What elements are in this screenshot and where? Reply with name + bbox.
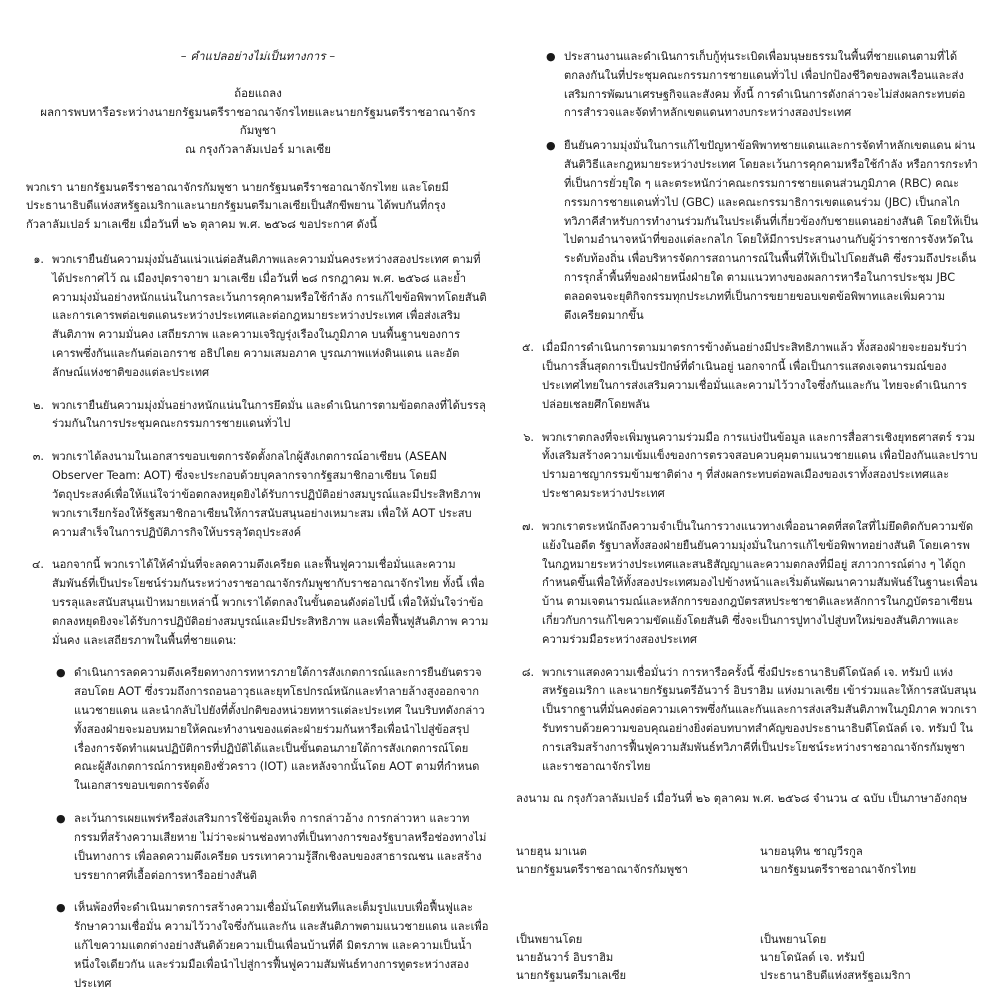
- list-item: [26, 397, 490, 435]
- list-item-text: พวกเราแสดงความเชื่อมั่นว่า การหารือครั้งนี้ ซึ่งมีประธานาธิบดีโดนัลด์ เจ. ทรัมป์ แห่งสหรัฐอเมริกา และนายกรัฐมนตรีอันวาร์ อิบราฮิม แห่งมาเลเซีย เข้าร่วมและให้การสนับสนุน เป็นรากฐานที่มั่นคงต่อความเคารพซึ่งกันและกันและการส่งเสริมสันติภาพในภูมิภาค พวกเรารับทราบด้วยความขอบคุณอย่างยิ่งต่อบทบาทสำคัญของประธานาธิบดีโดนัลด์ เจ. ทรัมป์ ในการเสริมสร้างการฟื้นฟูความสัมพันธ์ทวิภาคีที่เป็นประโยชน์ระหว่างราชอาณาจักรกัมพูชาและราชอาณาจักรไทย: [542, 665, 977, 773]
- bullet-dot-icon: ●: [56, 901, 66, 915]
- list-item: [56, 899, 490, 993]
- list-marker: ๖.: [523, 430, 534, 444]
- witness-malaysia: [516, 931, 736, 985]
- list-marker: ๒.: [33, 398, 44, 412]
- signatory-role: นายกรัฐมนตรีราชอาณาจักรกัมพูชา: [516, 863, 689, 877]
- page-title: ถ้อยแถลง: [234, 86, 282, 100]
- list-item-text: นอกจากนี้ พวกเราได้ให้คำมั่นที่จะลดความตึงเครียด และฟื้นฟูความเชื่อมั่นและความสัมพันธ์ที่เป็นประโยชน์ร่วมกันระหว่างราชอาณาจักรกัมพูชากับราชอาณาจักรไทย ทั้งนี้ เพื่อบรรลุและสนับสนุนเป้าหมายเหล่านี้ พวกเราได้ตกลงในขั้นตอนดังต่อไปนี้ เพื่อให้มั่นใจว่าข้อตกลงหยุดยิงจะได้รับการปฏิบัติอย่างสมบูรณ์และมีประสิทธิภาพ และเพื่อฟื้นฟูสันติภาพ ความมั่นคง และเสถียรภาพในพื้นที่ชายแดน:: [52, 558, 489, 647]
- signatory-name: นายอนุทิน ชาญวีรกูล: [760, 845, 863, 859]
- intro-paragraph: พวกเรา นายกรัฐมนตรีราชอาณาจักรกัมพูชา นายกรัฐมนตรีราชอาณาจักรไทย และโดยมีประธานาธิบดีแห่งสหรัฐอเมริกาและนายกรัฐมนตรีมาเลเซียเป็นสักขีพยาน ได้พบกันที่กรุงกัวลาลัมเปอร์ มาเลเซีย เมื่อวันที่ ๒๖ ตุลาคม พ.ศ. ๒๕๖๘ ขอประกาศ ดังนี้: [26, 180, 449, 232]
- witness-label: เป็นพยานโดย: [516, 933, 583, 947]
- witness-role: นายกรัฐมนตรีมาเลเซีย: [516, 968, 627, 982]
- list-item-text: พวกเราตระหนักถึงความจำเป็นในการวางแนวทางเพื่ออนาคตที่สดใสที่ไม่ยึดติดกับความขัดแย้งในอดีต รัฐบาลทั้งสองฝ่ายยืนยันความมุ่งมั่นในการแก้ไขข้อพิพาทอย่างสันติ โดยเคารพในกฎหมายระหว่างประเทศและสนธิสัญญาและความตกลงที่มีอยู่ สภาวการณ์ต่าง ๆ ได้ถูกกำหนดขึ้นเพื่อให้ทั้งสองประเทศมองไปข้างหน้าและเริ่มต้นพัฒนาความสัมพันธ์ในฐานะเพื่อนบ้าน ตามเจตนารมณ์และหลักการของกฎบัตรสหประชาชาติและหลักการในกฎบัตรอาเซียนเกี่ยวกับการแก้ไขความขัดแย้งโดยสันติ ซึ่งจะเป็นการปูทางไปสู่บทใหม่ของสันติภาพและความร่วมมือระหว่างสองประเทศ: [542, 519, 978, 646]
- list-item: [516, 339, 980, 414]
- list-marker: ๔.: [31, 558, 44, 572]
- list-item: [516, 664, 980, 777]
- list-marker: ๑.: [33, 252, 44, 266]
- list-marker: ๓.: [32, 450, 44, 464]
- list-item-text: พวกเรายืนยันความมุ่งมั่นอันแน่วแน่ต่อสันติภาพและความมั่นคงระหว่างสองประเทศ ตามที่ได้ประกาศไว้ ณ เมืองปุตราจายา มาเลเซีย เมื่อวันที่ ๒๘ กรกฎาคม พ.ศ. ๒๕๖๘ และย้ำความมุ่งมั่นอย่างหนักแน่นในการละเว้นการคุกคามหรือใช้กำลัง การแก้ไขข้อพิพาทโดยสันติ และการเคารพต่อเขตแดนระหว่างประเทศและต่อกฎหมายระหว่างประเทศ เพื่อส่งเสริมสันติภาพ ความมั่นคง เสถียรภาพ และความเจริญรุ่งเรืองในภูมิภาค บนพื้นฐานของการเคารพซึ่งกันและกันต่อเอกราช อธิปไตย ความเสมอภาค บูรณภาพแห่งดินแดน และอัตลักษณ์แห่งชาติของแต่ละประเทศ: [52, 252, 487, 379]
- bullet-item-text: ดำเนินการลดความตึงเครียดทางการทหารภายใต้การสังเกตการณ์และการยืนยันตรวจสอบโดย AOT ซึ่งรวมถึงการถอนอาวุธและยุทโธปกรณ์หนักและทำลายล้างสูงออกจากแนวชายแดน และนำกลับไปยังที่ตั้งปกติของหน่วยทหารแต่ละประเทศ ในบริบทดังกล่าว ทั้งสองฝ่ายจะมอบหมายให้คณะทำงานของแต่ละฝ่ายร่วมกันหารือเพื่อนำไปสู่ข้อสรุปเรื่องการจัดทำแผนปฏิบัติการที่ปฏิบัติได้และเป็นขั้นตอนภายใต้การสังเกตการณ์โดยคณะผู้สังเกตการณ์การหยุดยิงชั่วคราว (IOT) และหลังจากนั้นโดย AOT ตามที่กำหนดในเอกสารขอบเขตการจัดตั้ง: [74, 666, 485, 793]
- list-item: [56, 810, 490, 885]
- list-item: [516, 429, 980, 504]
- left-bullet-list: [26, 664, 490, 993]
- right-bullet-list: [516, 48, 980, 325]
- bullet-item-text: เห็นพ้องที่จะดำเนินมาตรการสร้างความเชื่อมั่นโดยทันทีและเต็มรูปแบบเพื่อฟื้นฟูและรักษาความเชื่อมั่น ความไว้วางใจซึ่งกันและกัน และสันติภาพตามแนวชายแดน และเพื่อแก้ไขความแตกต่างอย่างสันติด้วยความเป็นเพื่อนบ้านที่ดี มิตรภาพ และความเป็นน้ำหนึ่งใจเดียวกัน และร่วมมือเพื่อนำไปสู่การฟื้นฟูความสัมพันธ์ทางการทูตระหว่างสองประเทศ: [74, 901, 489, 990]
- bullet-dot-icon: ●: [546, 139, 556, 153]
- signatory-name: นายฮุน มาเนต: [516, 845, 587, 859]
- list-item-text: พวกเราได้ลงนามในเอกสารขอบเขตการจัดตั้งกลไกผู้สังเกตการณ์อาเซียน (ASEAN Observer Team: AOT) ซึ่งจะประกอบด้วยบุคลากรจากรัฐสมาชิกอาเซียน โดยมีวัตถุประสงค์เพื่อให้แน่ใจว่าข้อตกลงหยุดยิงได้รับการปฏิบัติอย่างสมบูรณ์และมีประสิทธิภาพ พวกเราเรียกร้องให้รัฐสมาชิกอาเซียนให้การสนับสนุนอย่างเหมาะสม เพื่อให้ AOT ประสบความสำเร็จในการปฏิบัติภารกิจให้บรรลุวัตถุประสงค์: [52, 450, 481, 539]
- list-item-text: เมื่อมีการดำเนินการตามมาตรการข้างต้นอย่างมีประสิทธิภาพแล้ว ทั้งสองฝ่ายจะยอมรับว่าเป็นการสิ้นสุดการเป็นปรปักษ์ที่ดำเนินอยู่ นอกจากนี้ เพื่อเป็นการแสดงเจตนารมณ์ของประเทศไทยในการส่งเสริมความเชื่อมั่นและความไว้วางใจซึ่งกันและกัน ไทยจะดำเนินการปล่อยเชลยศึกโดยพลัน: [542, 341, 967, 411]
- signatory-row: [516, 843, 980, 879]
- bullet-dot-icon: ●: [546, 50, 556, 63]
- witness-role: ประธานาธิบดีแห่งสหรัฐอเมริกา: [760, 968, 911, 982]
- signature-block: [516, 843, 980, 985]
- document-title-block: [26, 84, 490, 159]
- bullet-dot-icon: ●: [56, 812, 66, 826]
- list-item: [26, 448, 490, 542]
- bullet-item-text: ยืนยันความมุ่งมั่นในการแก้ไขปัญหาข้อพิพาทชายแดนและการจัดทำหลักเขตแดน ผ่านสันติวิธีและกฎหมายระหว่างประเทศ โดยละเว้นการคุกคามหรือใช้กำลัง หรือการกระทำที่เป็นการยั่วยุใด ๆ และตระหนักว่าคณะกรรมการชายแดนส่วนภูมิภาค (RBC) คณะกรรมการชายแดนทั่วไป (GBC) และคณะกรรมาธิการเขตแดนร่วม (JBC) เป็นกลไกทวิภาคีสำหรับการทำงานร่วมกันในประเด็นที่เกี่ยวข้องกับชายแดนอย่างสันติ โดยให้เป็นไปตามอำนาจหน้าที่ของแต่ละกลไก โดยให้มีการประสานงานกับผู้ว่าราชการจังหวัดในระดับท้องถิ่น เพื่อบริหารจัดการสถานการณ์ในพื้นที่ให้เป็นไปโดยสันติ ซึ่งรวมถึงประเด็นการรุกล้ำพื้นที่ของฝ่ายหนึ่งฝ่ายใด ตามแนวทางของผลการหารือในการประชุม JBC ตลอดจนจะยุติกิจกรรมทุกประเภทที่เป็นการขยายขอบเขตข้อพิพาทและเพิ่มความตึงเครียดมากขึ้น: [564, 139, 979, 322]
- list-item-text: พวกเราตกลงที่จะเพิ่มพูนความร่วมมือ การแบ่งปันข้อมูล และการสื่อสารเชิงยุทธศาสตร์ รวมทั้งเสริมสร้างความเข้มแข็งของการตรวจสอบควบคุมตามแนวชายแดน เพื่อป้องกันและปราบปรามอาชญากรรมข้ามชาติต่าง ๆ ที่ส่งผลกระทบต่อพลเมืองของเราทั้งสองประเทศและประชาคมระหว่างประเทศ: [542, 430, 978, 501]
- left-column: [26, 48, 490, 990]
- translation-disclaimer: – คำแปลอย่างไม่เป็นทางการ –: [180, 49, 336, 63]
- list-item: [56, 664, 490, 796]
- left-numbered-list: [26, 251, 490, 650]
- list-item: [546, 48, 980, 123]
- right-numbered-list: [516, 339, 980, 776]
- list-item: [516, 518, 980, 650]
- witness-usa: [760, 931, 980, 985]
- right-column: [516, 48, 980, 982]
- list-item: [26, 251, 490, 383]
- list-item: [26, 556, 490, 650]
- list-item-text: พวกเรายืนยันความมุ่งมั่นอย่างหนักแน่นในการยึดมั่น และดำเนินการตามข้อตกลงที่ได้บรรลุร่วมกันในการประชุมคณะกรรมการชายแดนทั่วไป: [52, 398, 486, 431]
- signatory-thailand: [760, 843, 980, 879]
- list-marker: ๕.: [521, 341, 534, 355]
- document-subtitle: ผลการพบหารือระหว่างนายกรัฐมนตรีราชอาณาจักรไทยและนายกรัฐมนตรีราชอาณาจักรกัมพูชา: [40, 104, 476, 138]
- signatory-cambodia: [516, 843, 736, 879]
- signatory-role: นายกรัฐมนตรีราชอาณาจักรไทย: [760, 863, 917, 877]
- closing-paragraph: ลงนาม ณ กรุงกัวลาลัมเปอร์ เมื่อวันที่ ๒๖ ตุลาคม พ.ศ. ๒๕๖๘ จำนวน ๔ ฉบับ เป็นภาษาอังกฤษ: [516, 792, 968, 806]
- list-marker: ๘.: [521, 665, 534, 679]
- bullet-item-text: ประสานงานและดำเนินการเก็บกู้ทุ่นระเบิดเพื่อมนุษยธรรมในพื้นที่ชายแดนตามที่ได้ตกลงกันในที่ประชุมคณะกรรมการชายแดนทั่วไป เพื่อปกป้องชีวิตของพลเรือนและส่งเสริมการพัฒนาเศรษฐกิจและสังคม ทั้งนี้ การดำเนินการดังกล่าวจะไม่ส่งผลกระทบต่อการสำรวจและจัดทำหลักเขตแดนทางบกระหว่างสองประเทศ: [564, 50, 966, 120]
- list-marker: ๗.: [522, 519, 534, 533]
- bullet-item-text: ละเว้นการเผยแพร่หรือส่งเสริมการใช้ข้อมูลเท็จ การกล่าวอ้าง การกล่าวหา และวาทกรรมที่สร้างความเสียหาย ไม่ว่าจะผ่านช่องทางที่เป็นทางการของรัฐบาลหรือช่องทางไม่เป็นทางการ เพื่อลดความตึงเครียด บรรเทาความรู้สึกเชิงลบของสาธารณชน และสร้างบรรยากาศที่เอื้อต่อการหารืออย่างสันติ: [74, 812, 487, 882]
- witness-name: นายโดนัลด์ เจ. ทรัมป์: [760, 951, 865, 965]
- witness-row: [516, 931, 980, 985]
- witness-name: นายอันวาร์ อิบราฮิม: [516, 951, 614, 965]
- document-location: ณ กรุงกัวลาลัมเปอร์ มาเลเซีย: [184, 141, 332, 156]
- witness-label: เป็นพยานโดย: [760, 933, 827, 947]
- bullet-dot-icon: ●: [56, 666, 66, 680]
- list-item: [546, 137, 980, 325]
